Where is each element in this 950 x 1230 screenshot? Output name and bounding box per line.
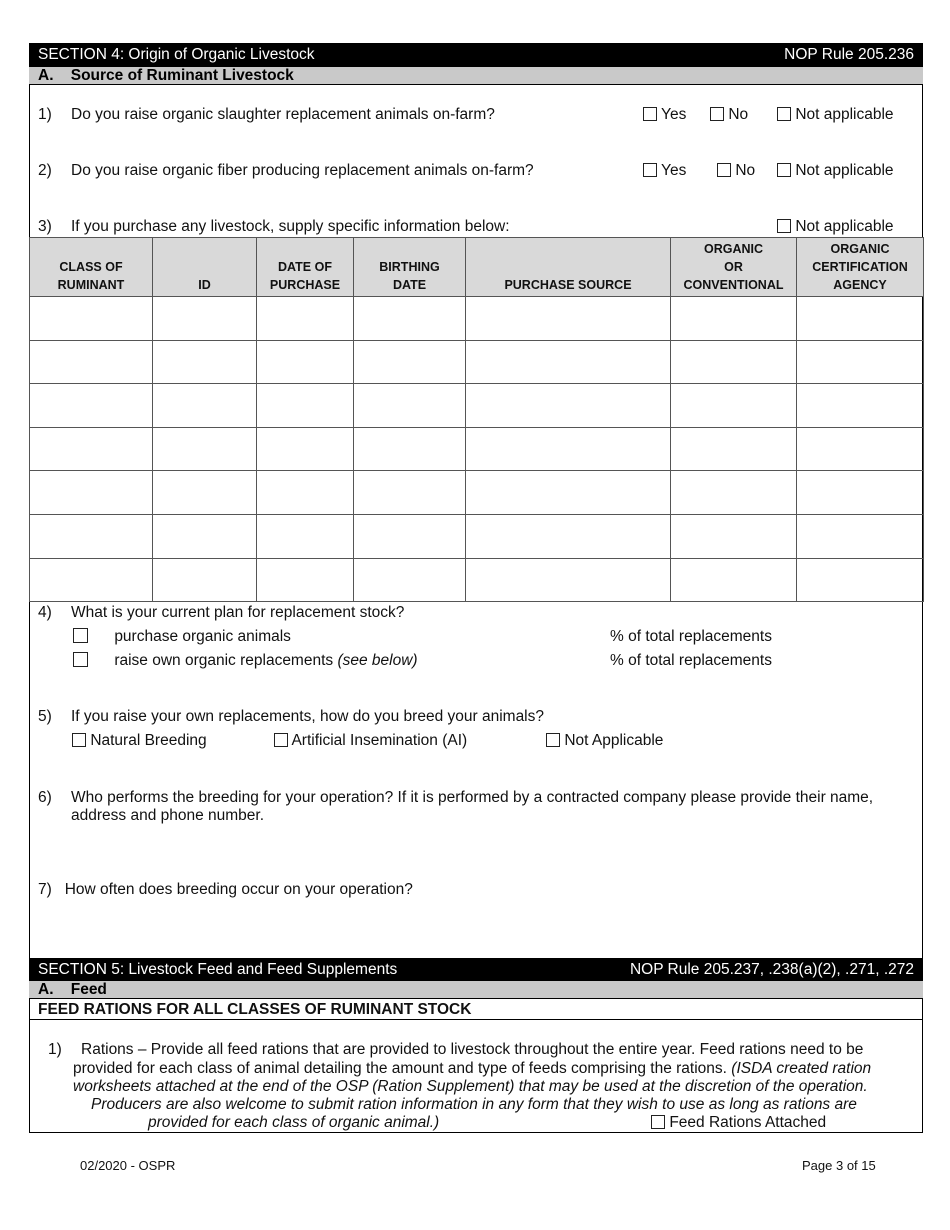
q5-option-ai[interactable] xyxy=(274,732,467,750)
table-cell[interactable] xyxy=(153,471,257,515)
table-cell[interactable] xyxy=(30,340,153,384)
q4-option-raise[interactable] xyxy=(73,652,418,670)
q4-option-purchase[interactable] xyxy=(73,628,291,646)
q1-yes-checkbox[interactable] xyxy=(643,107,657,121)
q5-natural-label: Natural Breeding xyxy=(90,732,207,749)
col-certification-agency: ORGANIC CERTIFICATION AGENCY xyxy=(797,238,924,297)
section4-rule: NOP Rule 205.236 xyxy=(784,46,914,63)
q4-purchase-label: purchase organic animals xyxy=(114,628,291,645)
col-birthing-date: BIRTHING DATE xyxy=(354,238,466,297)
table-cell[interactable] xyxy=(153,297,257,341)
q4-number: 4) xyxy=(38,604,52,621)
table-cell[interactable] xyxy=(30,384,153,428)
q2-yes-label: Yes xyxy=(661,162,687,179)
q2-text: Do you raise organic fiber producing replacement animals on-farm? xyxy=(71,162,534,179)
q4-pct-raise: % of total replacements xyxy=(610,652,772,669)
table-cell[interactable] xyxy=(257,514,354,558)
table-cell[interactable] xyxy=(671,384,797,428)
table-cell[interactable] xyxy=(466,340,671,384)
table-cell[interactable] xyxy=(257,340,354,384)
rations-number: 1) xyxy=(48,1041,62,1058)
table-cell[interactable] xyxy=(257,427,354,471)
section4-header xyxy=(29,43,923,67)
q5-option-na[interactable] xyxy=(546,732,663,750)
table-cell[interactable] xyxy=(257,558,354,602)
section4-title: SECTION 4: Origin of Organic Livestock xyxy=(38,46,315,63)
q1-na[interactable] xyxy=(777,106,894,124)
table-row xyxy=(30,297,924,341)
rations-line2 xyxy=(73,1060,871,1078)
q3-na-checkbox[interactable] xyxy=(777,219,791,233)
q2-number: 2) xyxy=(38,162,52,179)
table-cell[interactable] xyxy=(671,427,797,471)
table-cell[interactable] xyxy=(671,558,797,602)
q1-no[interactable] xyxy=(710,106,748,124)
table-cell[interactable] xyxy=(30,427,153,471)
feed-rations-heading: FEED RATIONS FOR ALL CLASSES OF RUMINANT STOCK xyxy=(38,1000,472,1018)
q3-na-label: Not applicable xyxy=(795,218,894,235)
q6-text-line2: address and phone number. xyxy=(71,807,265,824)
q5-ai-checkbox[interactable] xyxy=(274,733,288,747)
col-id: ID xyxy=(153,238,257,297)
table-cell[interactable] xyxy=(354,558,466,602)
q1-na-checkbox[interactable] xyxy=(777,107,791,121)
q4-pct-purchase: % of total replacements xyxy=(610,628,772,645)
q4-raise-note: (see below) xyxy=(337,652,418,669)
table-cell[interactable] xyxy=(671,297,797,341)
table-cell[interactable] xyxy=(466,384,671,428)
footer-page-number: Page 3 of 15 xyxy=(802,1158,876,1173)
table-row xyxy=(30,471,924,515)
table-cell[interactable] xyxy=(466,558,671,602)
q2-no-label: No xyxy=(735,162,756,179)
q2-no[interactable] xyxy=(717,162,755,180)
table-cell[interactable] xyxy=(466,297,671,341)
table-cell[interactable] xyxy=(797,427,924,471)
footer-revision: 02/2020 - OSPR xyxy=(80,1158,176,1173)
rations-line1: Rations – Provide all feed rations that are provided to livestock throughout the entire year. Feed rations need to be xyxy=(81,1041,864,1058)
q5-na-label: Not Applicable xyxy=(564,732,664,749)
feed-rations-attached-label: Feed Rations Attached xyxy=(669,1114,827,1131)
table-cell[interactable] xyxy=(153,427,257,471)
table-cell[interactable] xyxy=(354,471,466,515)
q1-text: Do you raise organic slaughter replacement animals on-farm? xyxy=(71,106,495,123)
table-cell[interactable] xyxy=(153,340,257,384)
col-class-of-ruminant: CLASS OF RUMINANT xyxy=(30,238,153,297)
livestock-purchase-table xyxy=(29,237,924,602)
q6-text-line1: Who performs the breeding for your operation? If it is performed by a contracted company please provide their name, xyxy=(71,789,874,806)
rations-line5: provided for each class of organic animal.) xyxy=(148,1114,440,1131)
q7-text: 7) How often does breeding occur on your operation? xyxy=(38,881,413,898)
q5-option-natural[interactable] xyxy=(72,732,207,750)
table-cell[interactable] xyxy=(153,384,257,428)
table-cell[interactable] xyxy=(354,384,466,428)
q4-raise-label: raise own organic replacements xyxy=(114,652,334,669)
q5-ai-label: Artificial Insemination (AI) xyxy=(291,732,468,749)
q5-text: If you raise your own replacements, how do you breed your animals? xyxy=(71,708,544,725)
q1-number: 1) xyxy=(38,106,52,123)
q1-na-label: Not applicable xyxy=(795,106,894,123)
rations-line3: worksheets attached at the end of the OSP (Ration Supplement) that may be used at the discretion of the operation. xyxy=(73,1078,868,1095)
q1-yes-label: Yes xyxy=(661,106,687,123)
feed-rations-attached[interactable] xyxy=(651,1114,826,1132)
q2-na-checkbox[interactable] xyxy=(777,163,791,177)
q4-purchase-checkbox[interactable] xyxy=(73,628,88,643)
table-cell[interactable] xyxy=(797,558,924,602)
table-row xyxy=(30,558,924,602)
table-row xyxy=(30,514,924,558)
table-cell[interactable] xyxy=(257,384,354,428)
q2-yes[interactable] xyxy=(643,162,686,180)
section5-rule: NOP Rule 205.237, .238(a)(2), .271, .272 xyxy=(629,960,914,978)
q5-number: 5) xyxy=(38,708,52,725)
table-cell[interactable] xyxy=(466,471,671,515)
feed-rations-heading-bar xyxy=(29,1000,923,1020)
table-cell[interactable] xyxy=(30,558,153,602)
table-row xyxy=(30,427,924,471)
col-purchase-source: PURCHASE SOURCE xyxy=(466,238,671,297)
subsection-feed-title: A. Feed xyxy=(38,980,107,998)
table-cell[interactable] xyxy=(354,427,466,471)
section4-subsection xyxy=(29,67,923,85)
table-cell[interactable] xyxy=(671,340,797,384)
section5-title: SECTION 5: Livestock Feed and Feed Supplements xyxy=(38,960,398,978)
rations-line2-text: provided for each class of animal detailing the amount and type of feeds comprising the rations. xyxy=(73,1060,727,1077)
q5-natural-checkbox[interactable] xyxy=(72,733,86,747)
table-cell[interactable] xyxy=(466,514,671,558)
col-organic-or-conventional: ORGANIC OR CONVENTIONAL xyxy=(671,238,797,297)
q1-no-label: No xyxy=(728,106,749,123)
subsection-a-title: A. Source of Ruminant Livestock xyxy=(38,66,294,84)
table-row xyxy=(30,384,924,428)
q6-number: 6) xyxy=(38,789,52,806)
table-cell[interactable] xyxy=(797,471,924,515)
table-cell[interactable] xyxy=(354,514,466,558)
table-cell[interactable] xyxy=(466,427,671,471)
q3-na[interactable] xyxy=(777,218,894,236)
table-cell[interactable] xyxy=(671,514,797,558)
section5-subsection xyxy=(29,981,923,999)
table-cell[interactable] xyxy=(797,340,924,384)
table-cell[interactable] xyxy=(797,384,924,428)
table-cell[interactable] xyxy=(153,558,257,602)
table-cell[interactable] xyxy=(30,514,153,558)
q1-no-checkbox[interactable] xyxy=(710,107,724,121)
q2-yes-checkbox[interactable] xyxy=(643,163,657,177)
col-date-of-purchase: DATE OF PURCHASE xyxy=(257,238,354,297)
table-cell[interactable] xyxy=(354,297,466,341)
q3-text: If you purchase any livestock, supply specific information below: xyxy=(71,218,510,235)
q1-yes[interactable] xyxy=(643,106,686,124)
table-cell[interactable] xyxy=(797,514,924,558)
q2-na[interactable] xyxy=(777,162,894,180)
q2-na-label: Not applicable xyxy=(795,162,894,179)
q4-raise-checkbox[interactable] xyxy=(73,652,88,667)
q4-text: What is your current plan for replacement stock? xyxy=(71,604,405,621)
q3-number: 3) xyxy=(38,218,52,235)
table-cell[interactable] xyxy=(30,471,153,515)
table-row xyxy=(30,340,924,384)
q5-na-checkbox[interactable] xyxy=(546,733,560,747)
table-cell[interactable] xyxy=(30,297,153,341)
q2-no-checkbox[interactable] xyxy=(717,163,731,177)
section5-header xyxy=(29,958,923,981)
table-cell[interactable] xyxy=(257,471,354,515)
rations-line4: Producers are also welcome to submit ration information in any form that they wish to use as long as rations are xyxy=(91,1096,857,1113)
feed-rations-attached-checkbox[interactable] xyxy=(651,1115,665,1129)
table-cell[interactable] xyxy=(354,340,466,384)
rations-line2-italic: (ISDA created ration xyxy=(731,1060,872,1077)
table-header-row xyxy=(30,238,924,297)
table-cell[interactable] xyxy=(257,297,354,341)
table-cell[interactable] xyxy=(153,514,257,558)
table-cell[interactable] xyxy=(671,471,797,515)
table-cell[interactable] xyxy=(797,297,924,341)
